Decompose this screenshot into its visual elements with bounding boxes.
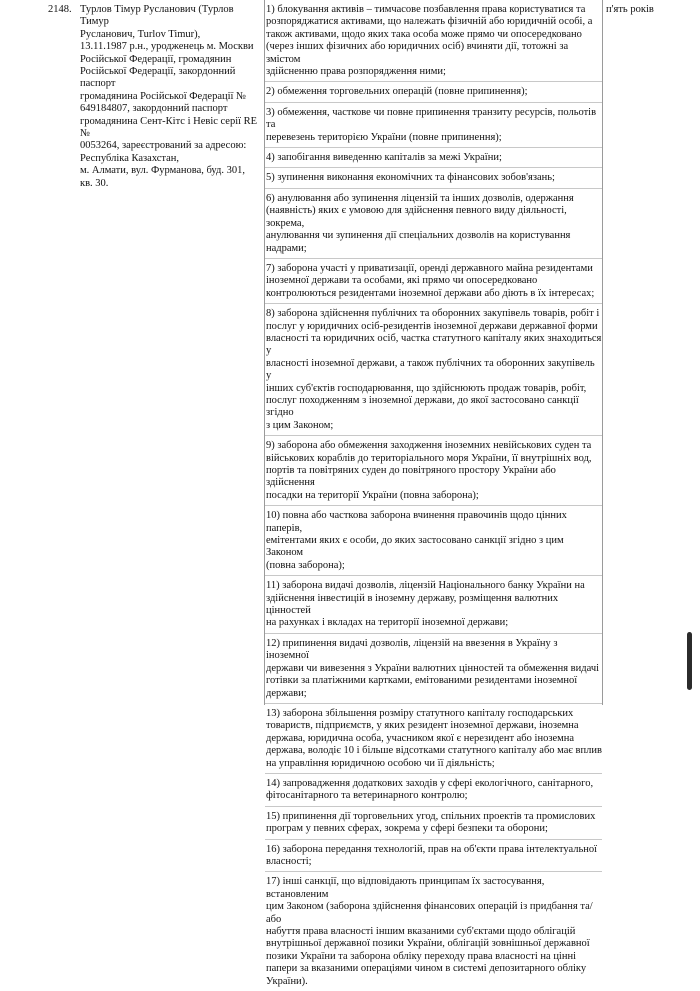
record-number: 2148. — [48, 4, 72, 15]
sanction-item: 5) зупинення виконання економічних та фінансових зобов'язань; — [265, 167, 602, 187]
sanction-item: 15) припинення дії торговельних угод, спільних проектів та промислових програм у певних сферах, зокрема у сфері безпеки та оборони; — [265, 806, 602, 839]
sanction-term: п'ять років — [606, 4, 654, 15]
sanction-item: 13) заборона збільшення розміру статутного капіталу господарських товариств, підприємств, у яких резидент іноземної держави, іноземна держава, юридична особа, учасником якої є нерезидент або іноземна держава, володіє 10 і більше відсотками статутного капіталу або має вплив на управління юридичною особою чи її діяльність; — [265, 703, 602, 773]
sanction-item: 16) заборона передання технологій, прав на об'єкти права інтелектуальної власності; — [265, 839, 602, 872]
scrollbar-thumb[interactable] — [687, 632, 692, 690]
person-details: Турлов Тімур Русланович (Турлов Тимур Русланович, Turlov Timur), 13.11.1987 р.н., уродженець м. Москви Російської Федерації, громадянин Російської Федерації, закордонний паспорт громадянина Російської Федерації № 649184807, закордонний паспорт громадянина Сент-Кітс і Невіс серії RE № 0053264, зареєстрований за адресою: Республіка Казахстан, м. Алмати, вул. Фурманова, буд. 301, кв. 30. — [80, 4, 258, 189]
sanction-item: 8) заборона здійснення публічних та оборонних закупівель товарів, робіт і послуг у юридичних осіб-резидентів іноземної держави державної форми власності та юридичних осіб, частка статутного капіталу яких знаходиться у власності іноземної держави, а також публічних та оборонних закупівель у інших суб'єктів господарювання, що здійснюють продаж товарів, робіт, послуг походженням з іноземної держави, до якої застосовано санкції згідно з цим Законом; — [265, 303, 602, 435]
sanction-item: 6) анулювання або зупинення ліцензій та інших дозволів, одержання (наявність) яких є умовою для здійснення певного виду діяльності, зокрема, анулювання чи зупинення дії спеціальних дозволів на користування надрами; — [265, 188, 602, 258]
sanction-item: 11) заборона видачі дозволів, ліцензій Національного банку України на здійснення інвестицій в іноземну державу, розміщення валютних цінностей на рахунках і вкладах на території іноземної держави; — [265, 575, 602, 633]
sanction-item: 3) обмеження, часткове чи повне припинення транзиту ресурсів, польотів та перевезень територією України (повне припинення); — [265, 102, 602, 147]
sanction-item: 9) заборона або обмеження заходження іноземних невійськових суден та військових кораблів до територіального моря України, її внутрішніх вод, портів та повітряних суден до повітряного простору України або здійснення посадки на території України (повна заборона); — [265, 435, 602, 505]
sanction-item: 2) обмеження торговельних операцій (повне припинення); — [265, 81, 602, 101]
sanction-item: 1) блокування активів – тимчасове позбавлення права користуватися та розпоряджатися активами, що належать фізичній або юридичній особі, а також активами, щодо яких така особа може прямо чи опосередковано (через інших фізичних або юридичних осіб) вчиняти дії, тотожні за змістом здійсненню права розпорядження ними; — [266, 4, 593, 78]
sanction-item: 4) запобігання виведенню капіталів за межі України; — [265, 147, 602, 167]
sanction-item: 14) запровадження додаткових заходів у сфері екологічного, санітарного, фітосанітарного та ветеринарного контролю; — [265, 773, 602, 806]
sanction-item: 12) припинення видачі дозволів, ліцензій на ввезення в Україну з іноземної держави чи вивезення з України валютних цінностей та обмеження видачі готівки за платіжними картками, емітованими резидентами іноземної держави; — [265, 633, 602, 703]
sanction-item: 7) заборона участі у приватизації, оренді державного майна резидентами іноземної держави та особами, які прямо чи опосередковано контролюються резидентами іноземної держави або діють в їх інтересах; — [265, 258, 602, 303]
sanction-item: 10) повна або часткова заборона вчинення правочинів щодо цінних паперів, емітентами яких є особи, до яких застосовано санкції згідно з цим Законом (повна заборона); — [265, 505, 602, 575]
sanction-item: 17) інші санкції, що відповідають принципам їх застосування, встановленим цим Законом (заборона здійснення фінансових операцій із придбання та/або набуття права власності іншим вказаними суб'єктами щодо облігацій внутрішньої державної позики України, облігацій зовнішньої державної позики України та заборона обліку переходу права власності на цінні папери за вказаними операціями чином в системі депозитарного обліку України). — [265, 871, 602, 991]
sanctions-list — [264, 0, 603, 987]
